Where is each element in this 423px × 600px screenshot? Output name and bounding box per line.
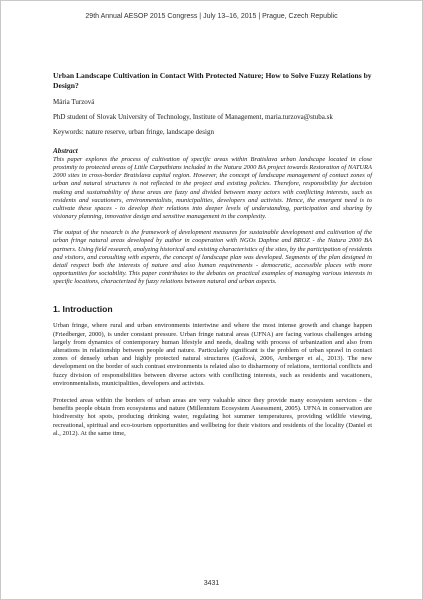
abstract-section (53, 147, 372, 286)
introduction-section (53, 322, 372, 438)
author-affiliation: PhD student of Slovak University of Technology, Institute of Management, maria.turzova@stuba.sk (53, 113, 333, 121)
page-number: 3431 (203, 580, 220, 587)
introduction-paragraph-1: Urban fringe, where rural and urban environments intertwine and where the most intense growth and change happen (Friedberger, 2000), is under constant pressure. Urban fringe natural areas (UFNA) are facing various challenges arising largely from dynamics of contemporary human lifestyle and needs, dealing with process of urbanization and also from alterations in relationship between people and nature. Particularly significant is the problem of urban sprawl in contact zones of densely urban and highly protected natural structures (Gažová, 2006, Arnberger et al., 2013). The new development on the border of such contrast environments is related also to disharmony of relations, territorial conflicts and fuzzy division of responsibilities between diverse actors with conflicting interests, such as residents and vacationers, environmentalists, municipalities, developers and activists. (53, 322, 372, 387)
section-heading-introduction: 1. Introduction (53, 304, 113, 315)
abstract-paragraph-2: The output of the research is the framework of development measures for sustainable development and cultivation of the urban fringe natural areas developed by author in cooperation with NGOs Daphne and BROZ - the Natura 2000 BA partners. Using field research, analyzing historical and existing characteristics of the sites, by the participation of residents and visitors, and consulting with experts, the concept of landscape plan was developed. Segments of the plan designed in detail respect both the interests of nature and also human requirements - democratic, accessible places with more opportunities for sociability. This paper contributes to the debates on practical examples of managing various interests in specific locations, characterized by fuzzy relations between natural and urban aspects. (53, 229, 372, 286)
running-header: 29th Annual AESOP 2015 Congress | July 13–16, 2015 | Prague, Czech Republic (85, 13, 338, 20)
paper-title: Urban Landscape Cultivation in Contact With Protected Nature; How to Solve Fuzzy Relations by Design? (53, 71, 372, 90)
abstract-heading: Abstract (53, 147, 78, 155)
abstract-paragraph-1: This paper explores the process of cultivation of specific areas within Bratislava urban landscape located in close proximity to protected areas of Little Carpathians included in the Natura 2000 BA project towards Restoration of NATURA 2000 sites in cross-border Bratislava capital region. However, the concept of landscape management of contact zones of urban and natural structures is not reflected in the project and existing policies. Therefore, responsibility for decision making and sustainability of these areas are fuzzy and divided between many actors with conflicting interests, such as residents and vacationers, environmentalists, municipalities, developers and activists. Hence, the emergent need is to cultivate these spaces - to develop their relations into deeper levels of understanding, participation and sharing by visionary planning, innovative design and sensitive management in the complexity. (53, 156, 372, 221)
introduction-paragraph-2: Protected areas within the borders of urban areas are very valuable since they provide many ecosystem services - the benefits people obtain from ecosystems and nature (Millennium Ecosystem Assessment, 2005). UFNA in conservation are biodiversity hot spots, producing drinking water, regulating hot summer temperatures, providing wildlife viewing, recreational, spiritual and eco-tourism opportunities and wellbeing for their visitors and residents of the locality (Daniel et al., 2012). At the same time, (53, 396, 372, 437)
author-name: Mária Turzová (53, 98, 95, 106)
page-content (53, 71, 372, 447)
keywords: Keywords: nature reserve, urban fringe, landscape design (53, 128, 214, 136)
